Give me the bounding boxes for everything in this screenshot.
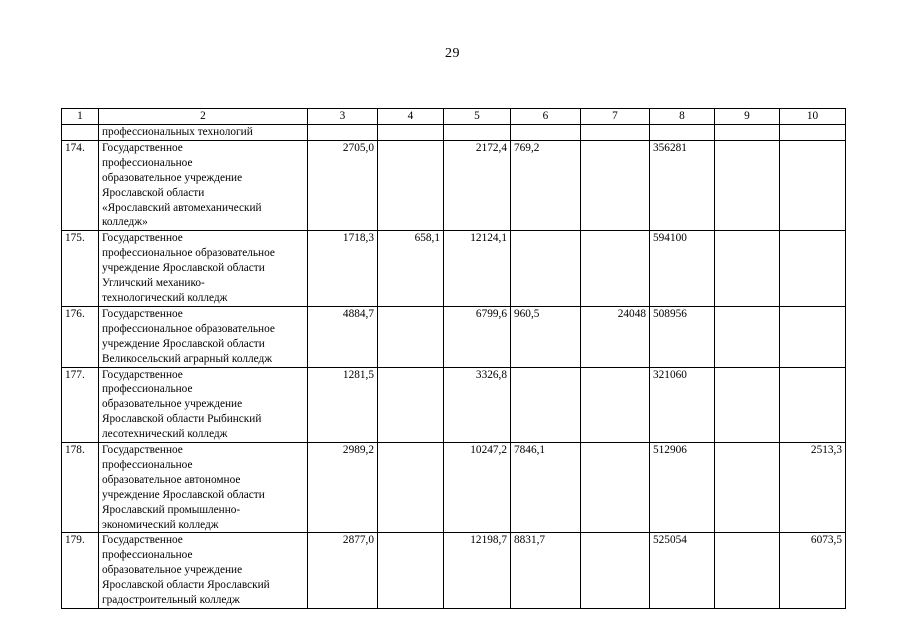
institution-name-line: образовательное учреждение <box>102 171 243 184</box>
institution-name <box>99 140 308 230</box>
cell-c8: 525054 <box>650 533 715 609</box>
cell-c4 <box>378 533 444 609</box>
institution-name <box>99 367 308 443</box>
cell-c8: 512906 <box>650 443 715 533</box>
cell-c10: 2513,3 <box>780 443 846 533</box>
table-row <box>62 443 846 533</box>
cell-c8: 508956 <box>650 306 715 367</box>
cell-c5: 2172,4 <box>444 140 511 230</box>
column-header-6: 6 <box>511 109 581 125</box>
column-header-5: 5 <box>444 109 511 125</box>
institution-name-line: профессиональное образовательное <box>102 247 275 260</box>
institution-name-line: профессиональное образовательное <box>102 322 275 335</box>
institution-name-line: Государственное <box>102 141 183 154</box>
institution-name-line: Государственное <box>102 368 183 381</box>
cell-c10: 6073,5 <box>780 533 846 609</box>
institution-name-line: Государственное <box>102 444 183 457</box>
cell-c4 <box>378 367 444 443</box>
institution-name-line: профессиональное <box>102 549 193 562</box>
institution-name <box>99 125 308 141</box>
column-header-9: 9 <box>715 109 780 125</box>
cell-c6: 7846,1 <box>511 443 581 533</box>
table-row <box>62 306 846 367</box>
cell-c4 <box>378 443 444 533</box>
cell-c3: 2705,0 <box>308 140 378 230</box>
institution-name-line: образовательное учреждение <box>102 398 243 411</box>
institution-name-line: образовательное автономное <box>102 473 241 486</box>
institution-name-line: «Ярославский автомеханический <box>102 201 262 214</box>
column-header-3: 3 <box>308 109 378 125</box>
cell-c4 <box>378 306 444 367</box>
cell-c6: 8831,7 <box>511 533 581 609</box>
cell-c7 <box>581 533 650 609</box>
institution-name <box>99 306 308 367</box>
cell-c6 <box>511 125 581 141</box>
cell-c7 <box>581 125 650 141</box>
institution-name-line: колледж» <box>102 216 148 229</box>
cell-c5: 3326,8 <box>444 367 511 443</box>
cell-c8: 356281 <box>650 140 715 230</box>
table-row <box>62 140 846 230</box>
institution-name <box>99 231 308 307</box>
institution-name-line: Угличский механико- <box>102 277 205 290</box>
institution-name-line: Великосельский аграрный колледж <box>102 352 273 365</box>
cell-c9 <box>715 125 780 141</box>
institution-name-line: профессиональное <box>102 156 193 169</box>
institution-name-line: профессиональных технологий <box>102 126 253 138</box>
table-row <box>62 533 846 609</box>
cell-c3: 4884,7 <box>308 306 378 367</box>
institution-name-line: профессиональное <box>102 458 193 471</box>
cell-c6: 769,2 <box>511 140 581 230</box>
cell-c5: 6799,6 <box>444 306 511 367</box>
institution-name-line: Ярославский промышленно- <box>102 503 241 516</box>
cell-c9 <box>715 140 780 230</box>
cell-c9 <box>715 443 780 533</box>
column-header-2: 2 <box>99 109 308 125</box>
cell-c7 <box>581 140 650 230</box>
cell-c3: 1281,5 <box>308 367 378 443</box>
institution-name <box>99 443 308 533</box>
cell-c9 <box>715 533 780 609</box>
row-number: 178. <box>62 443 99 533</box>
institution-name-line: Государственное <box>102 307 183 320</box>
row-number: 179. <box>62 533 99 609</box>
cell-c7: 24048 <box>581 306 650 367</box>
cell-c3: 2877,0 <box>308 533 378 609</box>
cell-c10 <box>780 125 846 141</box>
cell-c9 <box>715 231 780 307</box>
table-row <box>62 367 846 443</box>
table-row <box>62 231 846 307</box>
institution-name-line: Государственное <box>102 232 183 245</box>
row-number <box>62 125 99 141</box>
cell-c9 <box>715 367 780 443</box>
institution-name-line: Ярославской области Рыбинский <box>102 413 262 426</box>
cell-c10 <box>780 306 846 367</box>
cell-c5: 12124,1 <box>444 231 511 307</box>
institution-name-line: учреждение Ярославской области <box>102 262 265 275</box>
cell-c3: 1718,3 <box>308 231 378 307</box>
row-number: 176. <box>62 306 99 367</box>
institution-name-line: профессиональное <box>102 383 193 396</box>
cell-c10 <box>780 140 846 230</box>
table-body <box>62 125 846 609</box>
cell-c3: 2989,2 <box>308 443 378 533</box>
institution-name-line: технологический колледж <box>102 291 228 304</box>
cell-c6 <box>511 367 581 443</box>
institution-name-line: Ярославской области <box>102 186 205 199</box>
cell-c3 <box>308 125 378 141</box>
institution-name-line: образовательное учреждение <box>102 564 243 577</box>
cell-c8 <box>650 125 715 141</box>
cell-c7 <box>581 367 650 443</box>
cell-c9 <box>715 306 780 367</box>
cell-c4 <box>378 140 444 230</box>
row-number: 175. <box>62 231 99 307</box>
column-header-7: 7 <box>581 109 650 125</box>
cell-c5 <box>444 125 511 141</box>
cell-c6 <box>511 231 581 307</box>
column-header-8: 8 <box>650 109 715 125</box>
institution-name-line: градостроительный колледж <box>102 594 240 607</box>
institution-name-line: Ярославской области Ярославский <box>102 579 270 592</box>
institution-name-line: учреждение Ярославской области <box>102 488 265 501</box>
cell-c6: 960,5 <box>511 306 581 367</box>
institution-name-line: экономический колледж <box>102 518 219 531</box>
cell-c4 <box>378 125 444 141</box>
cell-c4: 658,1 <box>378 231 444 307</box>
page-number: 29 <box>445 46 460 61</box>
column-header-1: 1 <box>62 109 99 125</box>
cell-c10 <box>780 231 846 307</box>
cell-c5: 12198,7 <box>444 533 511 609</box>
cell-c10 <box>780 367 846 443</box>
cell-c7 <box>581 231 650 307</box>
cell-c7 <box>581 443 650 533</box>
table-row <box>62 125 846 141</box>
data-table <box>61 108 846 609</box>
cell-c5: 10247,2 <box>444 443 511 533</box>
column-header-10: 10 <box>780 109 846 125</box>
cell-c8: 594100 <box>650 231 715 307</box>
institution-name-line: Государственное <box>102 534 183 547</box>
row-number: 177. <box>62 367 99 443</box>
institution-name-line: учреждение Ярославской области <box>102 337 265 350</box>
header-row <box>62 109 846 125</box>
cell-c8: 321060 <box>650 367 715 443</box>
institution-name <box>99 533 308 609</box>
institution-name-line: лесотехнический колледж <box>102 428 228 441</box>
row-number: 174. <box>62 140 99 230</box>
column-header-4: 4 <box>378 109 444 125</box>
